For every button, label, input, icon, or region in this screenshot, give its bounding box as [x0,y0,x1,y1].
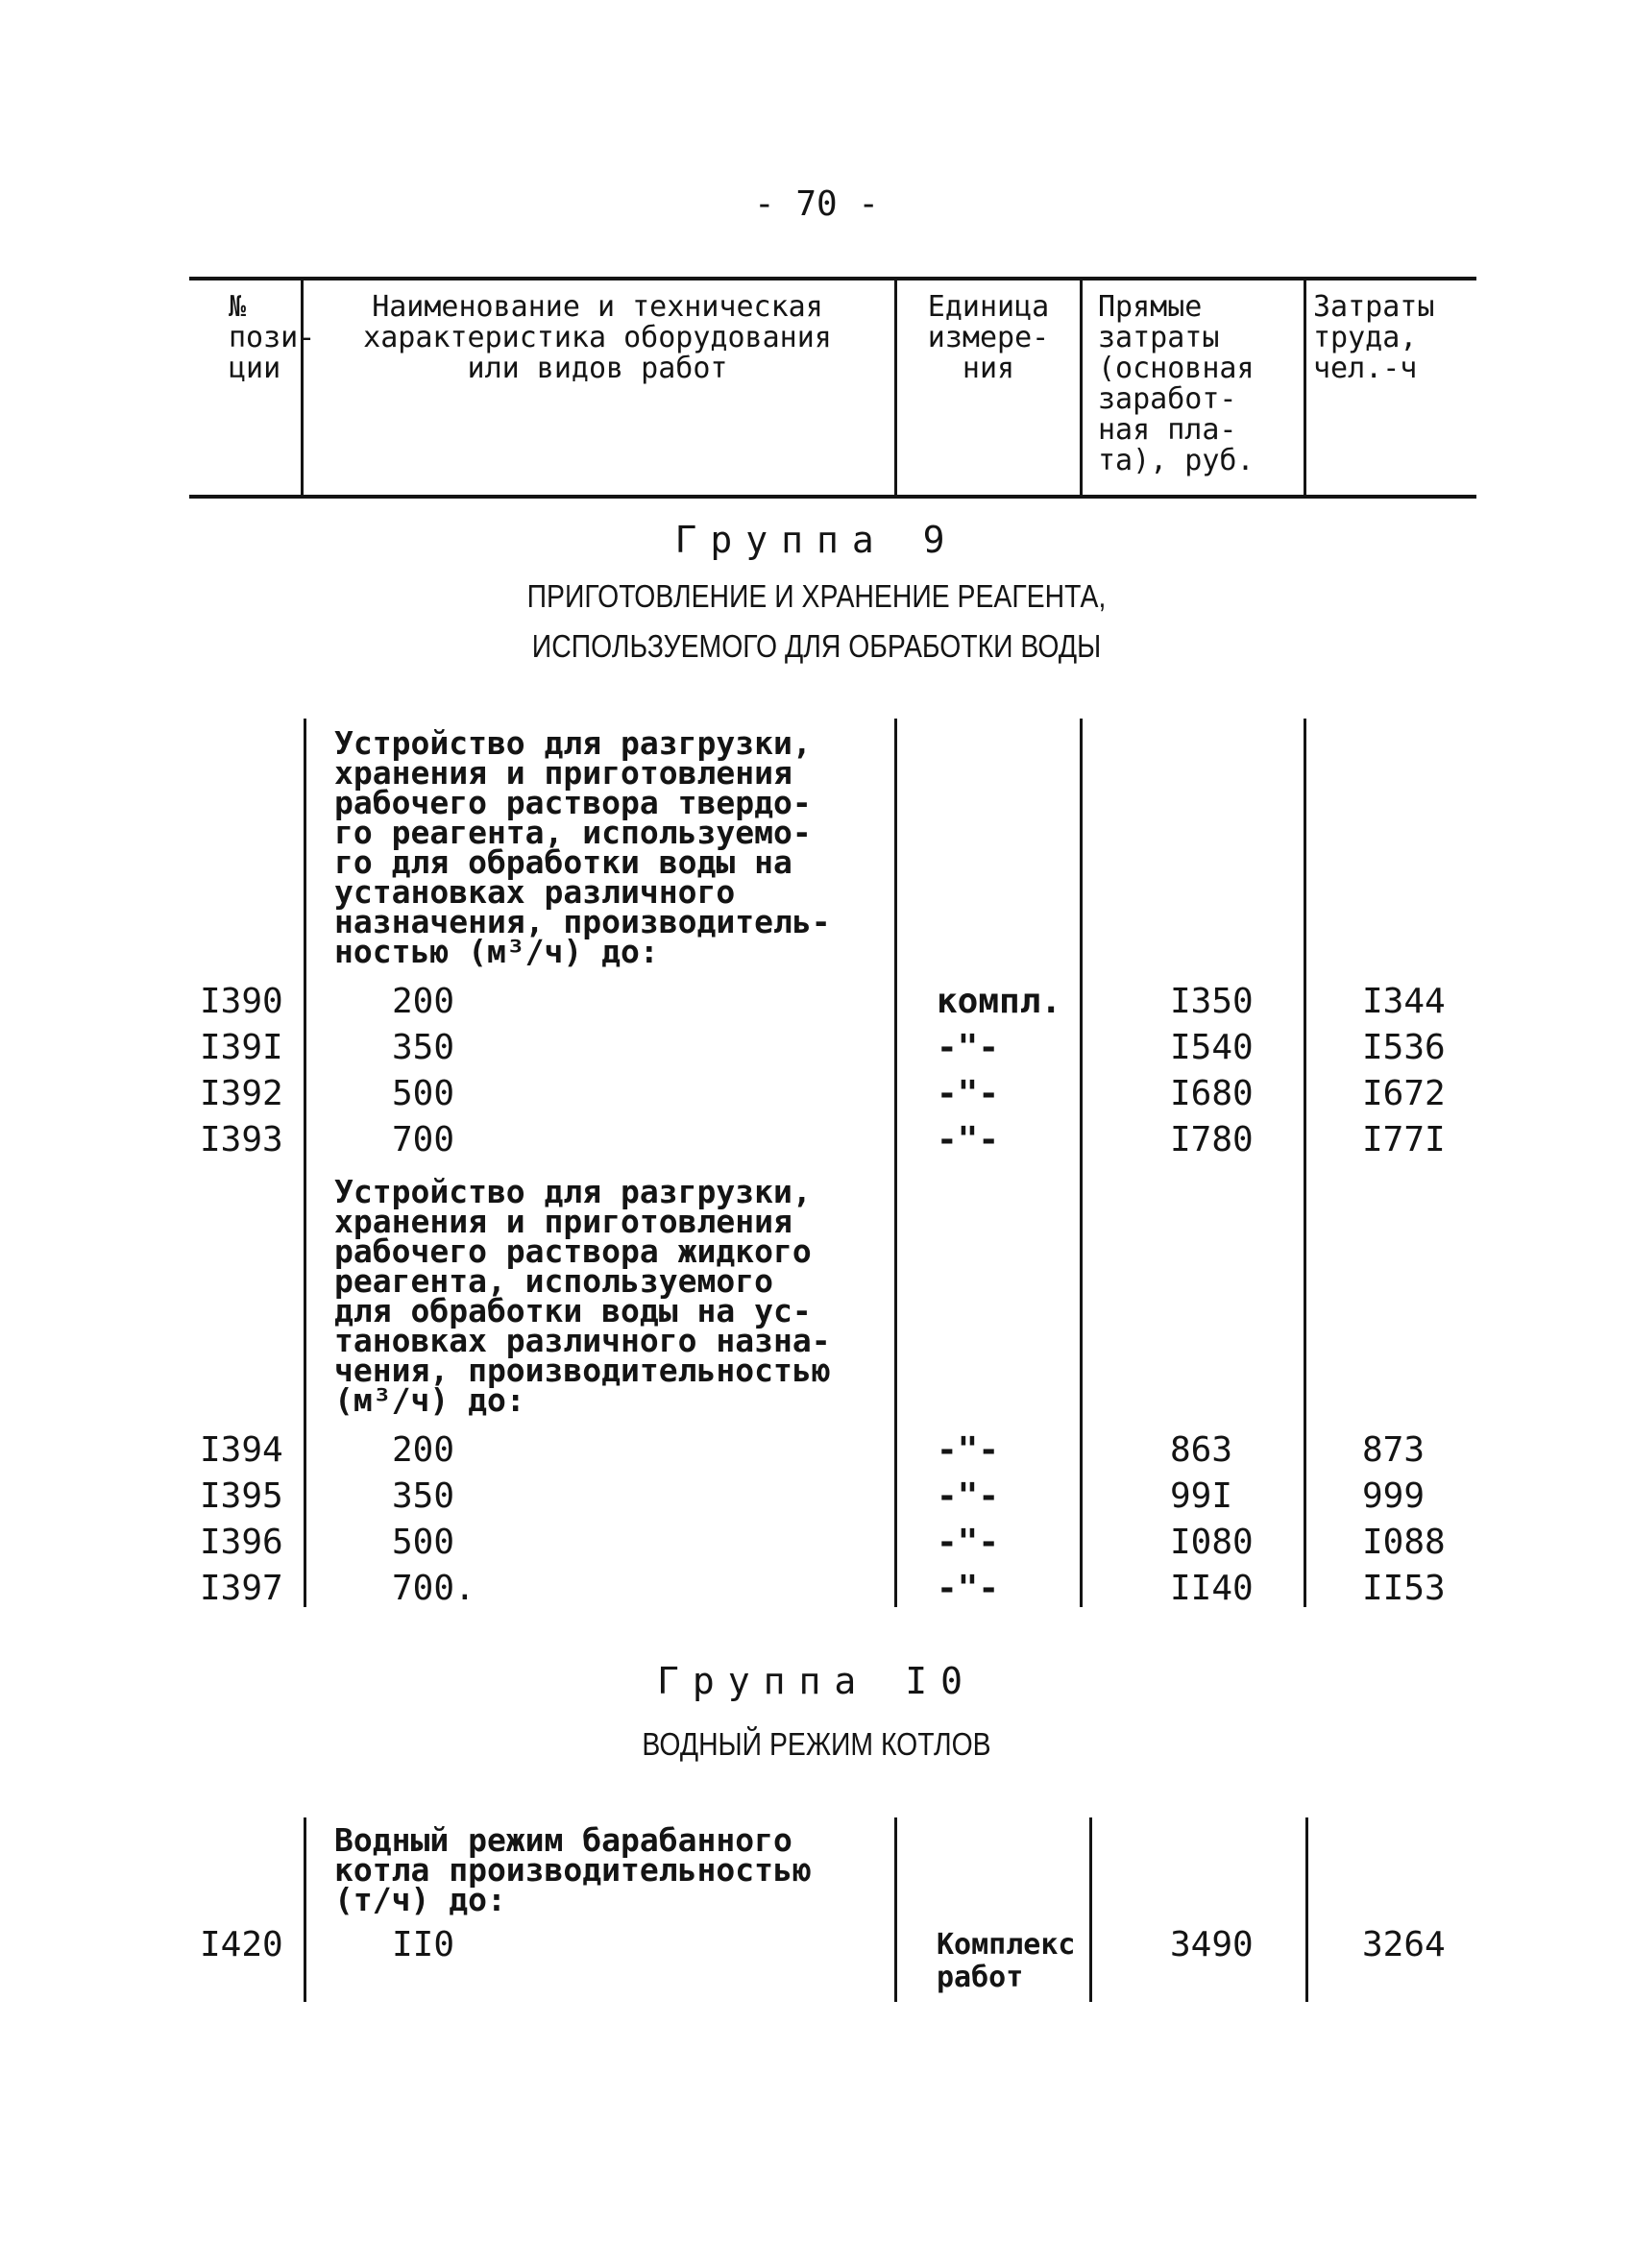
column-divider [304,1817,306,2002]
unit: -"- [937,1120,1000,1159]
capacity-value: 500 [392,1523,455,1562]
unit: -"- [937,1523,1000,1562]
capacity-value: 200 [392,982,455,1021]
labor-cost: I088 [1362,1523,1446,1562]
labor-cost: 999 [1362,1476,1426,1516]
direct-cost: 3490 [1170,1925,1254,1964]
header-divider [1080,279,1083,497]
capacity-value: 200 [392,1430,455,1470]
table-row [0,1567,1633,1611]
direct-cost: I080 [1170,1523,1254,1562]
capacity-value: 350 [392,1476,455,1516]
group10-description: Водный режим барабанного котла производительностью (т/ч) до: [334,1821,812,1918]
header-labor: Затраты труда, чел.-ч [1313,290,1435,385]
direct-cost: II40 [1170,1569,1254,1608]
direct-cost: I780 [1170,1120,1254,1159]
table-row [0,1475,1633,1519]
labor-cost: 873 [1362,1430,1426,1470]
group9-subtitle-line1: ПРИГОТОВЛЕНИЕ И ХРАНЕНИЕ РЕАГЕНТА, [526,578,1107,614]
header-divider [1304,279,1306,497]
position-number: I396 [200,1523,283,1562]
position-number: I397 [200,1569,283,1608]
section2-description: Устройство для разгрузки, хранения и приготовления рабочего раствора жидкого реагента, используемого для обработки воды на ус- тановках различного назна- чения, производительностью (м³/ч) до: [334,1173,831,1419]
capacity-value: 700 [392,1120,455,1159]
capacity-value: 350 [392,1028,455,1067]
group9-title: Группа 9 [674,519,959,561]
header-bottom-rule [189,495,1476,499]
section1-description: Устройство для разгрузки, хранения и приготовления рабочего раствора твердо- го реагента, используемо- го для обработки воды на установках различного назначения, производитель- ностью (м³/ч) до: [334,724,831,970]
table-row [0,1026,1633,1070]
position-number: I395 [200,1476,283,1516]
labor-cost: I536 [1362,1028,1446,1067]
labor-cost: I672 [1362,1074,1446,1113]
labor-cost: II53 [1362,1569,1446,1608]
group9-subtitle-line2: ИСПОЛЬЗУЕМОГО ДЛЯ ОБРАБОТКИ ВОДЫ [531,628,1102,664]
capacity-value: II0 [392,1925,455,1964]
labor-cost: I77I [1362,1120,1446,1159]
header-position: № пози- ции [229,290,316,385]
header-unit: Единица измере- ния [927,290,1050,385]
table-row [0,1072,1633,1116]
unit: -"- [937,1476,1000,1516]
header-cost: Прямые затраты (основная заработ- ная пла- та), руб. [1098,290,1255,477]
direct-cost: 863 [1170,1430,1233,1470]
capacity-value: 500 [392,1074,455,1113]
table-row [0,980,1633,1024]
direct-cost: I350 [1170,982,1254,1021]
unit: компл. [937,982,1062,1021]
position-number: I39I [200,1028,283,1067]
direct-cost: I680 [1170,1074,1254,1113]
header-name: Наименование и техническая характеристика оборудования или видов работ [363,290,832,385]
labor-cost: I344 [1362,982,1446,1021]
unit: Комплекс работ [937,1928,1076,1994]
capacity-value: 700. [392,1569,475,1608]
direct-cost: I540 [1170,1028,1254,1067]
position-number: I394 [200,1430,283,1470]
page-number: - 70 - [753,184,880,224]
position-number: I392 [200,1074,283,1113]
table-row [0,1118,1633,1162]
unit: -"- [937,1028,1000,1067]
labor-cost: 3264 [1362,1925,1446,1964]
position-number: I393 [200,1120,283,1159]
column-divider [1089,1817,1092,2002]
unit: -"- [937,1074,1000,1113]
header-top-rule [189,277,1476,280]
group10-subtitle: ВОДНЫЙ РЕЖИМ КОТЛОВ [642,1726,991,1762]
table-row [0,1923,1633,1994]
table-row [0,1521,1633,1565]
group10-title: Группа I0 [657,1660,976,1702]
table-row [0,1428,1633,1473]
direct-cost: 99I [1170,1476,1233,1516]
unit: -"- [937,1569,1000,1608]
position-number: I390 [200,982,283,1021]
column-divider [1305,1817,1308,2002]
header-divider [894,279,897,497]
unit: -"- [937,1430,1000,1470]
position-number: I420 [200,1925,283,1964]
